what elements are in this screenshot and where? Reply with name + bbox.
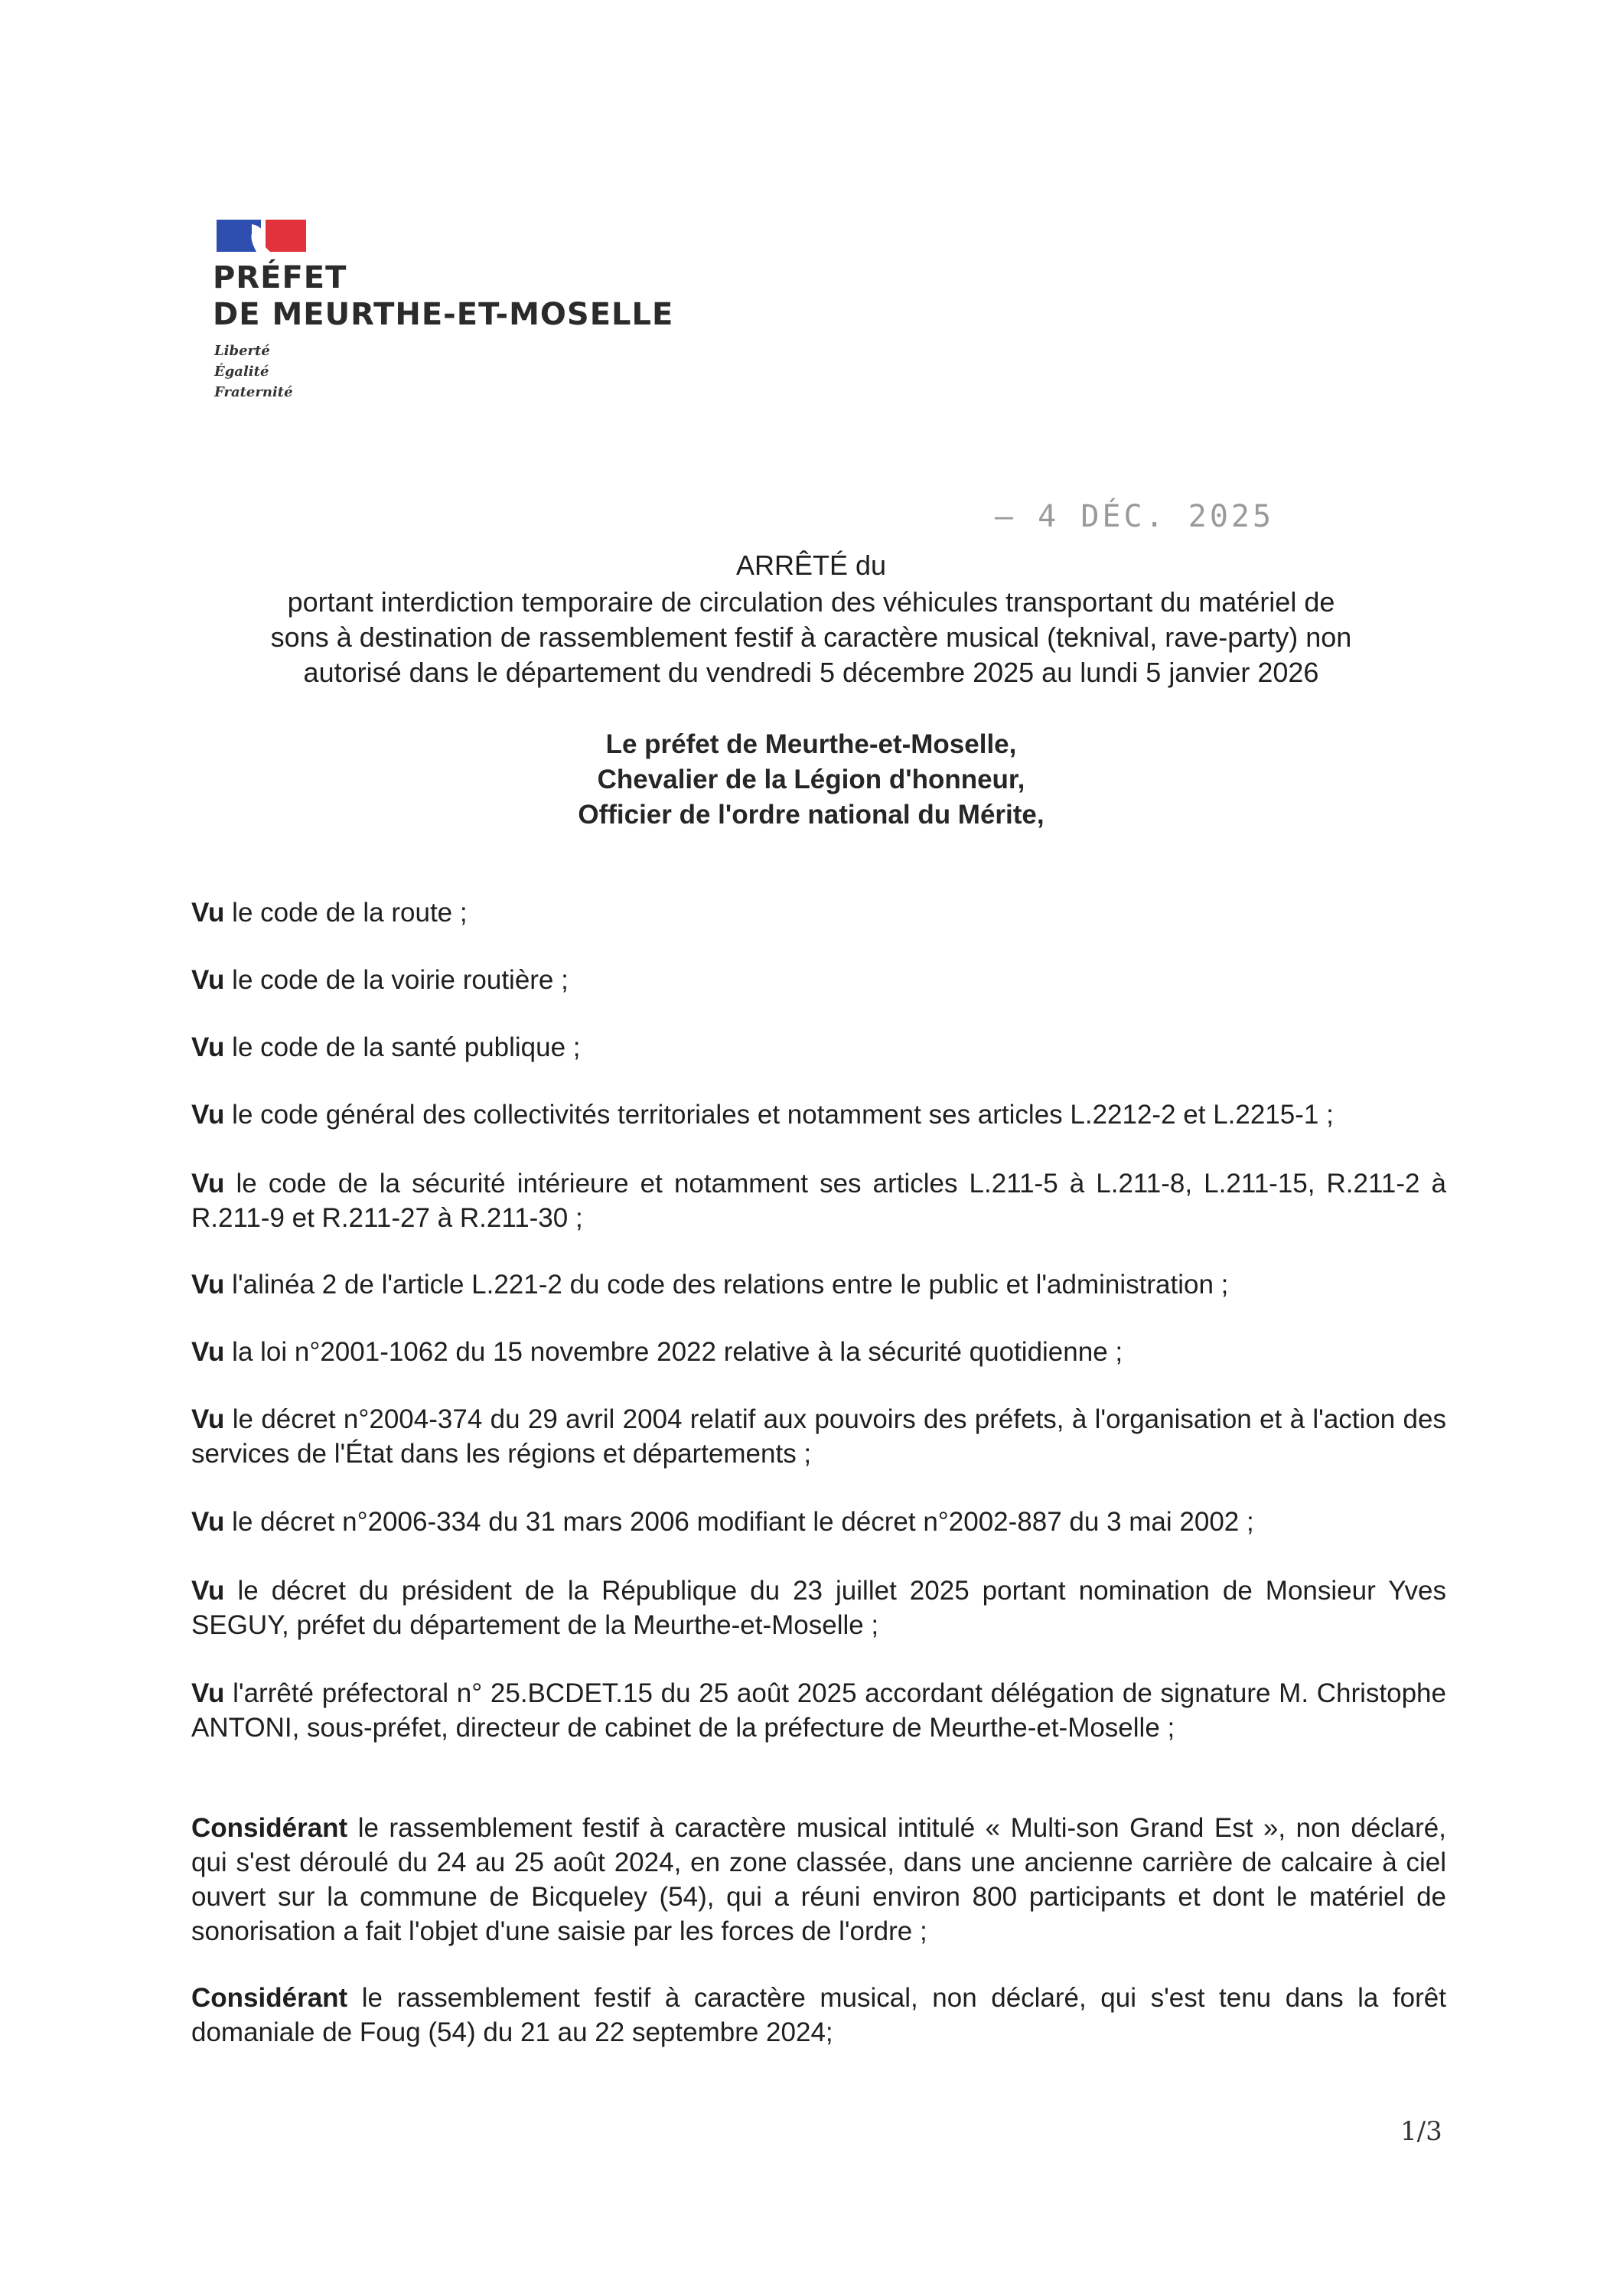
paragraph-text: la loi n°2001-1062 du 15 novembre 2022 relative à la sécurité quotidienne ; (224, 1337, 1123, 1367)
paragraph-text: l'arrêté préfectoral n° 25.BCDET.15 du 25 août 2025 accordant délégation de signature M. Christophe ANTONI, sous-préfet, directeur de cabinet de la préfecture de Meurthe-et-Moselle ; (191, 1678, 1446, 1743)
visa-paragraph (191, 1402, 1446, 1471)
visa-paragraph (191, 1166, 1446, 1235)
marianne-logo-icon (217, 220, 306, 252)
logo-line-department: DE MEURTHE-ET-MOSELLE (213, 297, 674, 332)
paragraph-lead: Vu (191, 1032, 225, 1062)
paragraph-text: le décret n°2006-334 du 31 mars 2006 modifiant le décret n°2002-887 du 3 mai 2002 ; (224, 1507, 1254, 1537)
paragraph-lead: Vu (191, 1678, 225, 1708)
paragraph-text: le rassemblement festif à caractère musical, non déclaré, qui s'est tenu dans la forêt domaniale de Foug (54) du 21 au 22 septembre 2024; (191, 1983, 1446, 2047)
considerant-paragraph (191, 1811, 1446, 1949)
paragraph-lead: Vu (191, 1404, 225, 1434)
visa-paragraph (191, 1505, 1446, 1539)
paragraph-lead: Vu (191, 1169, 225, 1199)
prefect-line-3: Officier de l'ordre national du Mérite, (578, 800, 1045, 830)
motto-liberte: Liberté (214, 343, 270, 359)
paragraph-lead: Vu (191, 1507, 225, 1537)
logo-red-block (266, 220, 306, 252)
visa-paragraph (191, 1097, 1446, 1132)
paragraph-lead: Vu (191, 1270, 225, 1300)
paragraph-text: le décret du président de la République du 23 juillet 2025 portant nomination de Monsieur Yves SEGUY, préfet du département de la Meurthe-et-Moselle ; (191, 1576, 1446, 1640)
logo-line-prefet: PRÉFET (213, 260, 347, 295)
paragraph-text: l'alinéa 2 de l'article L.221-2 du code des relations entre le public et l'administration ; (224, 1270, 1229, 1300)
paragraph-lead: Vu (191, 965, 225, 995)
paragraph-text: le rassemblement festif à caractère musical intitulé « Multi-son Grand Est », non déclaré, qui s'est déroulé du 24 au 25 août 2024, en zone classée, dans une ancienne carrière de calcaire à ciel ouvert sur la commune de Bicqueley (54), qui a réuni environ 800 participants et dont le matériel de sonorisation a fait l'objet d'une saisie par les forces de l'ordre ; (191, 1813, 1446, 1946)
visa-paragraph (191, 1676, 1446, 1745)
paragraph-lead: Considérant (191, 1813, 348, 1843)
paragraph-text: le code de la route ; (224, 898, 468, 928)
paragraph-text: le code de la voirie routière ; (224, 965, 569, 995)
page-number: 1/3 (1400, 2116, 1442, 2147)
considerant-paragraph (191, 1981, 1446, 2050)
paragraph-lead: Vu (191, 1576, 225, 1606)
visa-paragraph (191, 1267, 1446, 1302)
visa-paragraph (191, 1574, 1446, 1642)
date-stamp: – 4 DÉC. 2025 (995, 499, 1275, 534)
paragraph-lead: Vu (191, 898, 225, 928)
motto-fraternite: Fraternité (214, 384, 293, 400)
visa-paragraph (191, 895, 1446, 930)
prefect-line-1: Le préfet de Meurthe-et-Moselle, (605, 729, 1017, 759)
title-line-3: sons à destination de rassemblement festif à caractère musical (teknival, rave-party) non (270, 621, 1352, 653)
motto-egalite: Égalité (214, 364, 269, 380)
visa-paragraph (191, 963, 1446, 997)
paragraph-text: le décret n°2004-374 du 29 avril 2004 relatif aux pouvoirs des préfets, à l'organisation et à l'action des services de l'État dans les régions et départements ; (191, 1404, 1446, 1469)
paragraph-lead: Considérant (191, 1983, 348, 2013)
paragraph-lead: Vu (191, 1100, 225, 1130)
paragraph-text: le code de la sécurité intérieure et notamment ses articles L.211-5 à L.211-8, L.211-15, R.211-2 à R.211-9 et R.211-27 à R.211-30 ; (191, 1169, 1446, 1233)
title-line-2: portant interdiction temporaire de circulation des véhicules transportant du matériel de (287, 586, 1335, 618)
visa-paragraph (191, 1335, 1446, 1369)
prefect-line-2: Chevalier de la Légion d'honneur, (597, 765, 1025, 794)
title-line-1: ARRÊTÉ du (735, 550, 887, 581)
paragraph-text: le code général des collectivités territoriales et notamment ses articles L.2212-2 et L.2215-1 ; (224, 1100, 1334, 1130)
visa-paragraph (191, 1030, 1446, 1065)
paragraph-lead: Vu (191, 1337, 225, 1367)
paragraph-text: le code de la santé publique ; (224, 1032, 581, 1062)
title-line-4: autorisé dans le département du vendredi 5 décembre 2025 au lundi 5 janvier 2026 (303, 657, 1319, 688)
